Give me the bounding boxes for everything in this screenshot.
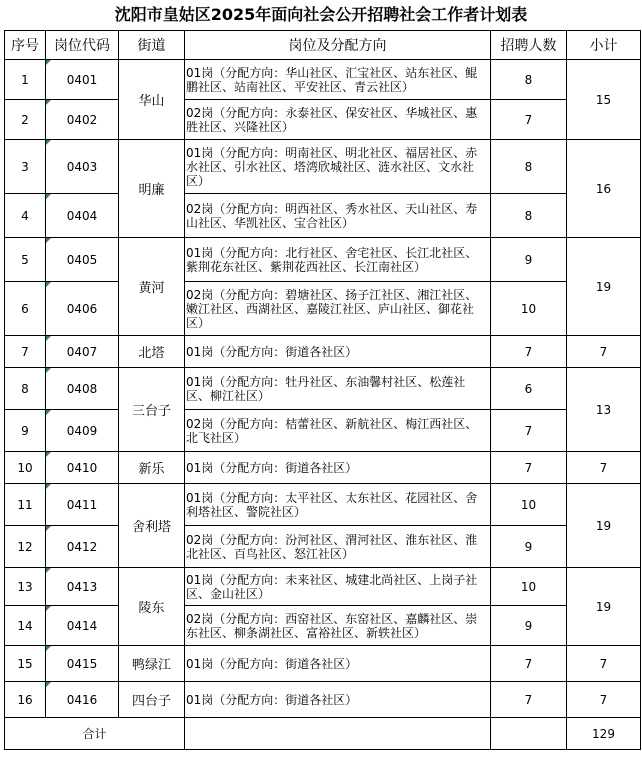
seq-cell: 6 [5,282,46,336]
seq-cell: 16 [5,682,46,718]
table-body [5,60,641,750]
street-cell: 鸭绿江 [119,646,185,682]
seq-cell: 14 [5,606,46,646]
table-row [5,194,641,238]
code-cell: 0409 [46,410,119,452]
position-cell: 01岗（分配方向：太平社区、太东社区、花园社区、舍利塔社区、警院社区） [185,484,491,526]
count-cell: 7 [491,646,567,682]
table-row [5,238,641,282]
table-row [5,410,641,452]
position-cell: 01岗（分配方向：牡丹社区、东油馨村社区、松莲社区、柳江社区） [185,368,491,410]
code-cell: 0407 [46,336,119,368]
seq-cell: 1 [5,60,46,100]
total-label: 合计 [5,718,185,750]
subtotal-cell: 19 [567,484,641,568]
count-cell: 7 [491,452,567,484]
table-row [5,526,641,568]
street-cell: 舍利塔 [119,484,185,568]
street-cell: 三台子 [119,368,185,452]
subtotal-cell: 16 [567,140,641,238]
total-row [5,718,641,750]
position-cell: 02岗（分配方向：永泰社区、保安社区、华城社区、惠胜社区、兴隆社区） [185,100,491,140]
seq-cell: 9 [5,410,46,452]
count-cell: 7 [491,336,567,368]
table-row [5,646,641,682]
table-row [5,140,641,194]
header-count: 招聘人数 [491,31,567,60]
recruitment-table [4,30,641,750]
position-cell: 01岗（分配方向：北行社区、舍宅社区、长江北社区、紫荆花东社区、紫荆花西社区、长江南社区） [185,238,491,282]
seq-cell: 8 [5,368,46,410]
count-cell: 8 [491,194,567,238]
street-cell: 陵东 [119,568,185,646]
subtotal-cell: 19 [567,238,641,336]
seq-cell: 12 [5,526,46,568]
header-seq: 序号 [5,31,46,60]
table-row [5,568,641,606]
count-cell: 8 [491,140,567,194]
table-row [5,452,641,484]
seq-cell: 7 [5,336,46,368]
seq-cell: 11 [5,484,46,526]
seq-cell: 10 [5,452,46,484]
count-cell: 6 [491,368,567,410]
seq-cell: 13 [5,568,46,606]
position-cell: 02岗（分配方向：桔蕾社区、新航社区、梅江西社区、北飞社区） [185,410,491,452]
code-cell: 0403 [46,140,119,194]
position-cell: 01岗（分配方向：街道各社区） [185,682,491,718]
code-cell: 0401 [46,60,119,100]
count-cell: 7 [491,682,567,718]
code-cell: 0402 [46,100,119,140]
table-row [5,682,641,718]
position-cell: 01岗（分配方向：明南社区、明北社区、福居社区、赤水社区、引水社区、塔湾欣城社区、涟水社区、文水社区） [185,140,491,194]
position-cell: 02岗（分配方向：汾河社区、渭河社区、淮东社区、淮北社区、百鸟社区、怒江社区） [185,526,491,568]
seq-cell: 4 [5,194,46,238]
count-cell: 9 [491,606,567,646]
code-cell: 0416 [46,682,119,718]
street-cell: 北塔 [119,336,185,368]
total-value: 129 [567,718,641,750]
street-cell: 新乐 [119,452,185,484]
code-cell: 0413 [46,568,119,606]
seq-cell: 3 [5,140,46,194]
count-cell: 9 [491,526,567,568]
street-cell: 华山 [119,60,185,140]
code-cell: 0415 [46,646,119,682]
count-cell: 7 [491,100,567,140]
code-cell: 0406 [46,282,119,336]
total-empty-cell [185,718,491,750]
table-row [5,100,641,140]
subtotal-cell: 7 [567,452,641,484]
position-cell: 02岗（分配方向：明西社区、秀水社区、天山社区、寿山社区、华凯社区、宝合社区） [185,194,491,238]
subtotal-cell: 15 [567,60,641,140]
table-row [5,60,641,100]
street-cell: 四台子 [119,682,185,718]
count-cell: 7 [491,410,567,452]
seq-cell: 15 [5,646,46,682]
code-cell: 0410 [46,452,119,484]
table-row [5,282,641,336]
position-cell: 01岗（分配方向：街道各社区） [185,646,491,682]
subtotal-cell: 7 [567,336,641,368]
street-cell: 黄河 [119,238,185,336]
subtotal-cell: 13 [567,368,641,452]
position-cell: 01岗（分配方向：未来社区、城建北尚社区、上岗子社区、金山社区） [185,568,491,606]
count-cell: 8 [491,60,567,100]
position-cell: 02岗（分配方向：西窑社区、东窑社区、嘉麟社区、崇东社区、柳条湖社区、富裕社区、新轶社区） [185,606,491,646]
header-position: 岗位及分配方向 [185,31,491,60]
seq-cell: 2 [5,100,46,140]
table-row [5,606,641,646]
position-cell: 01岗（分配方向：华山社区、汇宝社区、站东社区、鲲鹏社区、站南社区、平安社区、青云社区） [185,60,491,100]
table-row [5,368,641,410]
header-subtotal: 小计 [567,31,641,60]
street-cell: 明廉 [119,140,185,238]
code-cell: 0405 [46,238,119,282]
subtotal-cell: 7 [567,682,641,718]
subtotal-cell: 19 [567,568,641,646]
position-cell: 01岗（分配方向：街道各社区） [185,452,491,484]
code-cell: 0414 [46,606,119,646]
count-cell: 9 [491,238,567,282]
code-cell: 0404 [46,194,119,238]
position-cell: 02岗（分配方向：碧塘社区、扬子江社区、湘江社区、嫩江社区、西湖社区、嘉陵江社区、庐山社区、御花社区） [185,282,491,336]
code-cell: 0408 [46,368,119,410]
header-row [5,31,641,60]
count-cell: 10 [491,484,567,526]
page-title: 沈阳市皇姑区2025年面向社会公开招聘社会工作者计划表 [114,5,528,24]
position-cell: 01岗（分配方向：街道各社区） [185,336,491,368]
header-street: 街道 [119,31,185,60]
total-empty-cell [491,718,567,750]
header-code: 岗位代码 [46,31,119,60]
code-cell: 0412 [46,526,119,568]
code-cell: 0411 [46,484,119,526]
seq-cell: 5 [5,238,46,282]
table-row [5,336,641,368]
count-cell: 10 [491,282,567,336]
subtotal-cell: 7 [567,646,641,682]
count-cell: 10 [491,568,567,606]
table-row [5,484,641,526]
